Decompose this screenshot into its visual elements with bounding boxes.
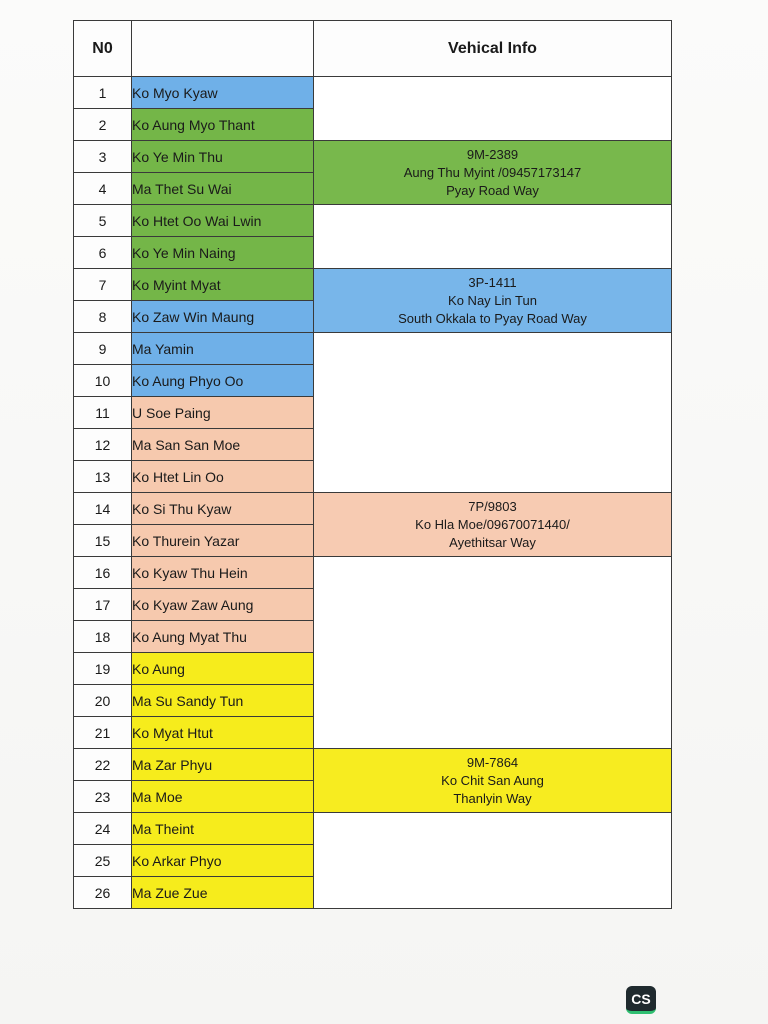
table-row — [74, 333, 672, 365]
row-number: 23 — [74, 781, 132, 813]
vehicle-plate: 7P/9803 — [468, 498, 517, 514]
row-number: 13 — [74, 461, 132, 493]
vehicle-cell-empty — [314, 333, 672, 493]
vehicle-route: Ayethitsar Way — [449, 534, 536, 550]
row-number: 18 — [74, 621, 132, 653]
passenger-name: Ko Ye Min Naing — [132, 237, 314, 269]
row-number: 22 — [74, 749, 132, 781]
table-header-row — [74, 21, 672, 77]
row-number: 15 — [74, 525, 132, 557]
row-number: 21 — [74, 717, 132, 749]
passenger-name: Ko Htet Lin Oo — [132, 461, 314, 493]
passenger-name: Ma Zue Zue — [132, 877, 314, 909]
vehicle-driver: Aung Thu Myint /09457173147 — [403, 164, 582, 180]
vehicle-info-cell — [314, 269, 672, 333]
row-number: 3 — [74, 141, 132, 173]
vehicle-cell-empty — [314, 205, 672, 269]
camscanner-logo-icon: CS — [626, 986, 656, 1014]
passenger-name: Ma Su Sandy Tun — [132, 685, 314, 717]
passenger-name: Ma Zar Phyu — [132, 749, 314, 781]
table-row — [74, 269, 672, 301]
vehicle-plate: 9M-7864 — [466, 754, 519, 770]
passenger-name: Ma Thet Su Wai — [132, 173, 314, 205]
vehicle-driver: Ko Nay Lin Tun — [448, 292, 537, 308]
vehicle-route: Thanlyin Way — [453, 790, 532, 806]
row-number: 4 — [74, 173, 132, 205]
passenger-name: U Soe Paing — [132, 397, 314, 429]
header-no: N0 — [74, 21, 132, 77]
passenger-name: Ko Si Thu Kyaw — [132, 493, 314, 525]
row-number: 19 — [74, 653, 132, 685]
vehicle-route: Pyay Road Way — [446, 182, 539, 198]
row-number: 24 — [74, 813, 132, 845]
passenger-name: Ko Aung Phyo Oo — [132, 365, 314, 397]
row-number: 26 — [74, 877, 132, 909]
vehicle-info-cell — [314, 493, 672, 557]
vehicle-driver: Ko Hla Moe/09670071440/ — [415, 516, 570, 532]
table-row — [74, 813, 672, 845]
passenger-name: Ko Aung Myo Thant — [132, 109, 314, 141]
table-row — [74, 205, 672, 237]
header-vehicle-info: Vehical Info — [314, 21, 672, 77]
passenger-name: Ko Myint Myat — [132, 269, 314, 301]
header-name — [132, 21, 314, 77]
vehicle-driver: Ko Chit San Aung — [441, 772, 544, 788]
row-number: 17 — [74, 589, 132, 621]
passenger-name: Ma Theint — [132, 813, 314, 845]
table-row — [74, 77, 672, 109]
row-number: 16 — [74, 557, 132, 589]
passenger-name: Ko Htet Oo Wai Lwin — [132, 205, 314, 237]
passenger-name: Ko Ye Min Thu — [132, 141, 314, 173]
row-number: 10 — [74, 365, 132, 397]
passenger-name: Ko Kyaw Zaw Aung — [132, 589, 314, 621]
row-number: 2 — [74, 109, 132, 141]
passenger-name: Ma Moe — [132, 781, 314, 813]
table-row — [74, 557, 672, 589]
table-row — [74, 141, 672, 173]
passenger-name: Ko Myat Htut — [132, 717, 314, 749]
row-number: 5 — [74, 205, 132, 237]
passenger-name: Ko Aung — [132, 653, 314, 685]
vehicle-cell-empty — [314, 557, 672, 749]
vehicle-cell-empty — [314, 77, 672, 141]
passenger-name: Ma San San Moe — [132, 429, 314, 461]
row-number: 6 — [74, 237, 132, 269]
row-number: 20 — [74, 685, 132, 717]
passenger-name: Ko Thurein Yazar — [132, 525, 314, 557]
vehicle-cell-empty — [314, 813, 672, 909]
row-number: 14 — [74, 493, 132, 525]
vehicle-plate: 3P-1411 — [468, 274, 517, 290]
table-row — [74, 493, 672, 525]
passenger-name: Ko Kyaw Thu Hein — [132, 557, 314, 589]
row-number: 12 — [74, 429, 132, 461]
row-number: 9 — [74, 333, 132, 365]
vehicle-info-cell — [314, 141, 672, 205]
passenger-name: Ko Zaw Win Maung — [132, 301, 314, 333]
table-row — [74, 749, 672, 781]
passenger-name: Ko Myo Kyaw — [132, 77, 314, 109]
vehicle-roster-table — [73, 20, 672, 909]
vehicle-route: South Okkala to Pyay Road Way — [398, 310, 587, 326]
passenger-name: Ma Yamin — [132, 333, 314, 365]
vehicle-plate: 9M-2389 — [466, 146, 519, 162]
vehicle-info-cell — [314, 749, 672, 813]
row-number: 11 — [74, 397, 132, 429]
row-number: 1 — [74, 77, 132, 109]
row-number: 7 — [74, 269, 132, 301]
row-number: 8 — [74, 301, 132, 333]
row-number: 25 — [74, 845, 132, 877]
passenger-name: Ko Aung Myat Thu — [132, 621, 314, 653]
passenger-name: Ko Arkar Phyo — [132, 845, 314, 877]
